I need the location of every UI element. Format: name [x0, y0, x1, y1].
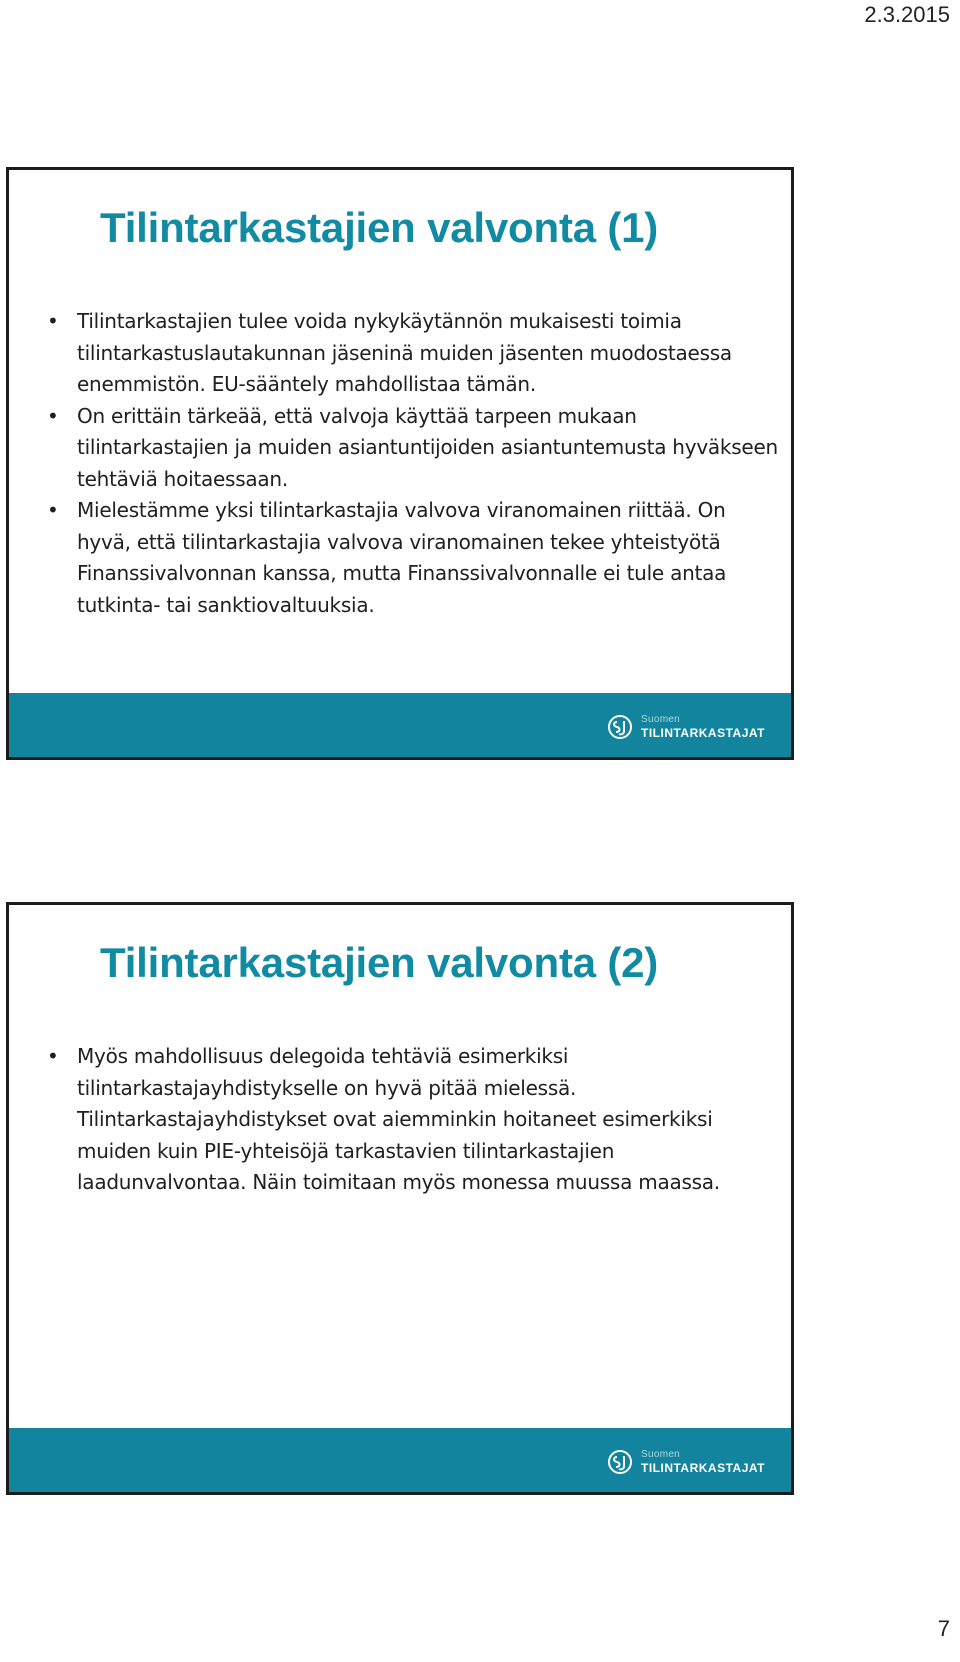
slide-footer-bar — [9, 1428, 791, 1492]
logo-text — [641, 1450, 765, 1474]
bullet-text: On erittäin tärkeää, että valvoja käyttää tarpeen mukaan tilintarkastajien ja muiden asiantuntijoiden asiantuntemusta hyväkseen tehtäviä hoitaessaan. — [77, 403, 778, 491]
bullet-item — [45, 401, 780, 496]
bullet-dot-icon: • — [47, 403, 59, 428]
logo-big-text: TILINTARKASTAJAT — [641, 1461, 765, 1475]
organization-logo — [607, 712, 765, 742]
slide-title: Tilintarkastajien valvonta (2) — [100, 939, 659, 986]
bullet-item — [45, 1041, 780, 1199]
logo-small-text: Suomen — [641, 714, 681, 725]
slide-2 — [6, 902, 794, 1495]
bullet-dot-icon: • — [47, 498, 59, 522]
bullet-text: Mielestämme yksi tilintarkastajia valvova viranomainen riittää. On hyvä, että tilintarkastajia valvova viranomainen tekee yhteistyötä Finanssivalvonnan kanssa, mutta Finanssivalvonnalle ei tule antaa tutkinta- tai sanktiovaltuuksia. — [77, 498, 727, 617]
bullet-item — [45, 495, 780, 621]
bullet-list — [45, 1041, 780, 1199]
bullet-text: Myös mahdollisuus delegoida tehtäviä esimerkiksi tilintarkastajayhdistykselle on hyvä pitää mielessä. Tilintarkastajayhdistykset ovat aiemminkin hoitaneet esimerkiksi muiden kuin PIE-yhteisöjä tarkastavien tilintarkastajien laadunvalvontaa. Näin toimitaan myös monessa muussa maassa. — [77, 1044, 720, 1194]
slide-footer-bar — [9, 693, 791, 757]
bullet-item — [45, 306, 780, 401]
bullet-text: Tilintarkastajien tulee voida nykykäytännön mukaisesti toimia tilintarkastuslautakunnan jäseninä muiden jäsenten muodostaessa enemmistön. EU-sääntely mahdollistaa tämän. — [77, 309, 732, 396]
sj-circle-logo-icon — [607, 714, 633, 740]
sj-circle-logo-icon — [607, 1449, 633, 1475]
organization-logo — [607, 1447, 765, 1477]
logo-small-text: Suomen — [641, 1449, 681, 1460]
logo-text — [641, 715, 765, 739]
slide-title: Tilintarkastajien valvonta (1) — [100, 204, 659, 251]
page-number: 7 — [937, 1616, 950, 1641]
slide-1 — [6, 167, 794, 760]
bullet-list — [45, 306, 780, 621]
page-date: 2.3.2015 — [864, 2, 950, 27]
logo-big-text: TILINTARKASTAJAT — [641, 726, 765, 740]
bullet-dot-icon: • — [47, 1044, 59, 1068]
bullet-dot-icon: • — [47, 309, 59, 333]
